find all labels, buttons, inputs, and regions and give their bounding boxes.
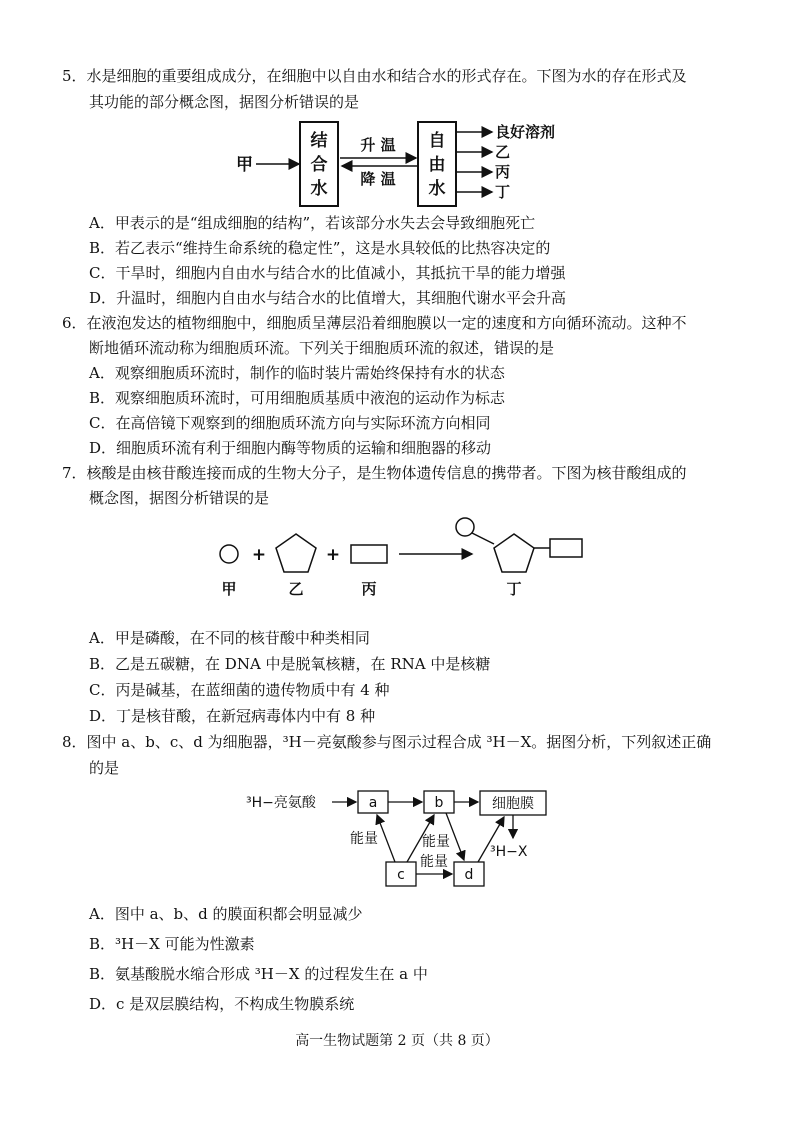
cell-membrane-label: 细胞膜 xyxy=(492,796,534,812)
page-footer: 高一生物试题第 2 页（共 8 页） xyxy=(295,1033,499,1049)
label-jia: 甲 xyxy=(221,580,237,598)
bound-water-char1: 结 xyxy=(310,131,328,151)
organelle-b-label: b xyxy=(434,795,444,811)
q8-stem-line1: 8．图中 a、b、c、d 为细胞器，³H－亮氨酸参与图示过程合成 ³H－X。据图分析，下列叙述正确 xyxy=(62,733,712,751)
q7-stem-line1: 7．核酸是由核苷酸连接而成的生物大分子，是生物体遗传信息的携带者。下图为核苷酸组成的 xyxy=(62,464,687,482)
q8-option-d: D．c 是双层膜结构，不构成生物膜系统 xyxy=(89,995,355,1013)
q7-option-d: D．丁是核苷酸，在新冠病毒体内中有 8 种 xyxy=(89,707,376,725)
q5-jia-label: 甲 xyxy=(236,155,253,175)
plus-sign-2: + xyxy=(325,545,341,565)
output-ding: 丁 xyxy=(495,183,511,201)
q8-option-a: A．图中 a、b、d 的膜面积都会明显减少 xyxy=(89,905,363,923)
bound-water-char2: 合 xyxy=(310,155,328,175)
q5-option-b: B．若乙表示“维持生命系统的稳定性”，这是水具较低的比热容决定的 xyxy=(89,239,551,257)
q5-stem-line2: 其功能的部分概念图，据图分析错误的是 xyxy=(89,93,360,111)
output-yi: 乙 xyxy=(495,143,511,161)
q6-option-c: C．在高倍镜下观察到的细胞质环流方向与实际环流方向相同 xyxy=(89,414,491,432)
label-bing: 丙 xyxy=(361,580,377,598)
organelle-d-label: d xyxy=(464,867,474,883)
q5-option-d: D．升温时，细胞内自由水与结合水的比值增大，其细胞代谢水平会升高 xyxy=(89,289,567,307)
energy-label-left: 能量 xyxy=(350,831,378,847)
pentose-pentagon xyxy=(276,534,316,572)
organelle-a-label: a xyxy=(368,795,378,811)
q6-option-a: A．观察细胞质环流时，制作的临时装片需始终保持有水的状态 xyxy=(89,364,505,382)
organelle-c-label: c xyxy=(397,867,405,883)
output-bing: 丙 xyxy=(495,163,511,181)
cool-down-label: 降 温 xyxy=(360,170,396,188)
q6-option-b: B．观察细胞质环流时，可用细胞质基质中液泡的运动作为标志 xyxy=(89,389,506,407)
q7-nucleotide-diagram xyxy=(0,512,794,602)
bound-water-char3: 水 xyxy=(310,179,328,199)
q5-water-diagram xyxy=(0,118,794,208)
q6-stem-line2: 断地循环流动称为细胞质环流。下列关于细胞质环流的叙述，错误的是 xyxy=(89,339,555,357)
energy-label-middle: 能量 xyxy=(422,834,450,850)
free-water-char2: 由 xyxy=(428,155,446,175)
energy-label-bottom: 能量 xyxy=(420,854,448,870)
phosphate-circle xyxy=(220,545,238,563)
leucine-input-label: ³H−亮氨酸 xyxy=(246,795,316,811)
nucleotide-base xyxy=(550,539,582,557)
q5-stem-line1: 5．水是细胞的重要组成成分，在细胞中以自由水和结合水的形式存在。下图为水的存在形式及 xyxy=(62,67,687,85)
q7-stem-line2: 概念图，据图分析错误的是 xyxy=(89,489,270,507)
q6-stem-line1: 6．在液泡发达的植物细胞中，细胞质呈薄层沿着细胞膜以一定的速度和方向循环流动。这种不 xyxy=(62,314,687,332)
q5-option-c: C．干旱时，细胞内自由水与结合水的比值减小，其抵抗干旱的能力增强 xyxy=(89,264,566,282)
q8-organelle-diagram xyxy=(0,788,794,898)
free-water-char3: 水 xyxy=(428,179,446,199)
free-water-char1: 自 xyxy=(428,131,446,151)
q7-option-a: A．甲是磷酸，在不同的核苷酸中种类相同 xyxy=(89,629,370,647)
nucleotide-pentose xyxy=(494,534,534,572)
q8-option-b: B．³H－X 可能为性激素 xyxy=(89,935,255,953)
warm-up-label: 升 温 xyxy=(360,136,396,154)
q7-option-b: B．乙是五碳糖，在 DNA 中是脱氧核糖，在 RNA 中是核糖 xyxy=(89,655,491,673)
q6-option-d: D．细胞质环流有利于细胞内酶等物质的运输和细胞器的移动 xyxy=(89,439,492,457)
q8-option-b2: B．氨基酸脱水缩合形成 ³H－X 的过程发生在 a 中 xyxy=(89,965,428,983)
base-rectangle xyxy=(351,545,387,563)
nucleotide-phosphate xyxy=(456,518,474,536)
product-label: ³H−X xyxy=(490,844,528,860)
output-good-solvent: 良好溶剂 xyxy=(495,123,556,141)
q7-option-c: C．丙是碱基，在蓝细菌的遗传物质中有 4 种 xyxy=(89,681,390,699)
label-ding: 丁 xyxy=(506,580,522,598)
plus-sign-1: + xyxy=(251,545,267,565)
label-yi: 乙 xyxy=(288,580,304,598)
q8-stem-line2: 的是 xyxy=(89,759,120,777)
q5-option-a: A．甲表示的是“组成细胞的结构”，若该部分水失去会导致细胞死亡 xyxy=(89,214,536,232)
